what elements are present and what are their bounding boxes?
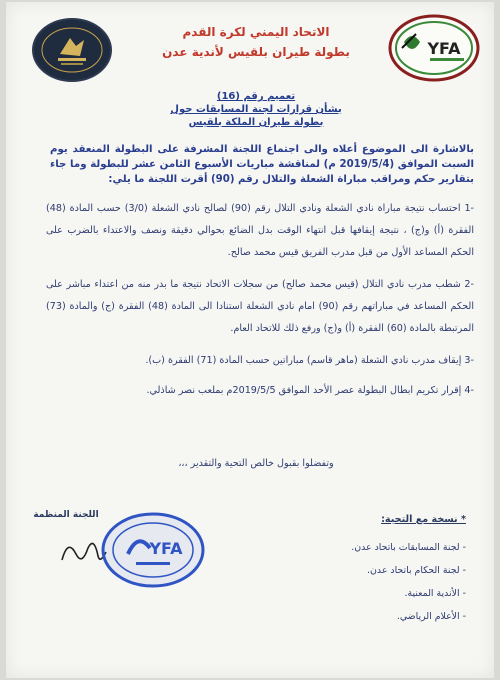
letter-page [6, 2, 494, 678]
copy-recipient: - الأعلام الرياضي. [396, 611, 466, 622]
decision-text: شطب مدرب نادي التلال (قيس محمد صالح) من سجلات الاتحاد نتيجة ما بدر منه من اعتداء مباشر على الحكم المساعد في مباراتهم رقم (90) امام نادي الشعلة استنادا الى المادة (48) الفقرة (ج) والمادة (73) المرتبطة بالمادة (60) الفقرة (أ) و(ج) ورفع ذلك للاتحاد العام. [46, 279, 474, 334]
stamp-text: YFA [149, 539, 183, 558]
decision-number: -1 [464, 203, 475, 214]
decision-item-2 [46, 274, 474, 340]
decision-text: إيقاف مدرب نادي الشعلة (ماهر قاسم) مباراتين حسب المادة (71) الفقرة (ب). [145, 355, 462, 366]
decision-number: -3 [464, 355, 474, 366]
copy-recipient: - لجنة المسابقات باتحاد عدن. [351, 542, 466, 553]
subject-block [136, 90, 376, 129]
yfa-logo-text: YFA [427, 39, 461, 58]
yfa-logo-icon [386, 12, 482, 84]
copy-list-title: * نسخة مع التحية: [381, 514, 466, 525]
header-title [156, 22, 356, 62]
decision-number: -4 [464, 385, 474, 396]
union-crest-logo [34, 20, 110, 80]
copy-recipient: - لجنة الحكام باتحاد عدن. [367, 565, 466, 576]
decision-text: احتساب نتيجة مباراة نادي الشعلة ونادي التلال رقم (90) لصالح نادي الشعلة (3/0) حسب المادة (48) الفقرة (أ) و(ج) ، نتيجة إيقافها قبل انتهاء الوقت بدل الضائع بحوالي دقيقة ونصف والاعتداء بالضرب على الحكم المساعد الأول من قبل مدرب الفريق قيس محمد صالح. [46, 203, 474, 258]
closing-line: وتفضلوا بقبول خالص التحية والتقدير ،،، [178, 458, 334, 469]
subject-tournament: بطولة طيران الملكة بلقيس [188, 117, 324, 128]
decision-item-4 [46, 380, 474, 402]
header-title-line-1: الاتحاد اليمني لكرة القدم [182, 25, 330, 39]
copy-recipient-list [306, 536, 466, 628]
circular-number: تعميم رقم (16) [216, 91, 296, 102]
header-title-line-2: بطولة طيران بلقيس لأندية عدن [162, 45, 350, 59]
decision-item-3 [46, 350, 474, 372]
intro-paragraph: بالاشارة الى الموضوع أعلاه والى اجتماع اللجنة المشرفة على البطولة المنعقد يوم السبت الموافق (2019/5/4 م) لمناقشة مباريات الأسبوع الثامن عشر للبطولة وما جاء بتقارير حكم ومراقب مباراة الشعلة والتلال رقم (90) أقرت اللجنة ما يلي: [50, 144, 474, 185]
copy-recipient: - الأندية المعنية. [404, 588, 466, 599]
official-stamp-icon [98, 508, 208, 592]
decision-item-1 [46, 198, 474, 264]
decision-number: -2 [464, 279, 474, 290]
subject-line: بشأن قرارات لجنة المسابقات حول [170, 104, 342, 115]
committee-label: اللجنة المنظمة [33, 510, 99, 520]
yfa-logo [386, 12, 482, 84]
decision-text: إقرار تكريم ابطال البطولة عصر الأحد الموافق 2019/5/5م بملعب نصر شاذلي. [146, 385, 462, 396]
crest-icon [34, 20, 110, 80]
